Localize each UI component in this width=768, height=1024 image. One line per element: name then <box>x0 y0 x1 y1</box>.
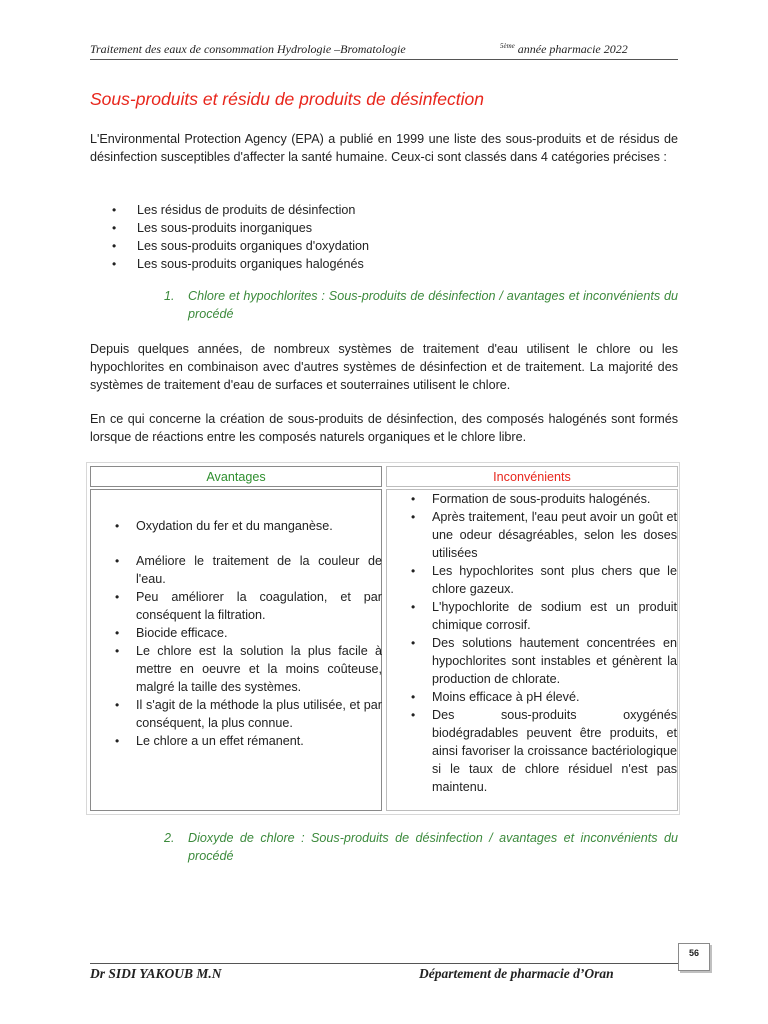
header-year-superscript: 5ème <box>500 42 515 50</box>
page-header <box>90 41 678 60</box>
section-number: 2. <box>164 831 175 845</box>
advantages-header: Avantages <box>90 466 382 487</box>
categories-list <box>112 201 369 273</box>
table-row: • Moins efficace à pH élevé. <box>407 688 677 706</box>
table-row: • Oxydation du fer et du manganèse. <box>111 517 382 535</box>
table-row: • L'hypochlorite de sodium est un produit chimique corrosif. <box>407 598 677 634</box>
table-row: • Les hypochlorites sont plus chers que le chlore gazeux. <box>407 562 677 598</box>
header-year <box>500 42 628 57</box>
table-row: • Le chlore est la solution la plus facile à mettre en oeuvre et la moins coûteuse, malgré la taille des systèmes. <box>111 642 382 696</box>
header-course-title: Traitement des eaux de consommation Hydrologie –Bromatologie <box>90 42 406 56</box>
section-title: Chlore et hypochlorites : Sous-produits de désinfection / avantages et inconvénients du procédé <box>188 289 678 321</box>
section-title: Dioxyde de chlore : Sous-produits de désinfection / avantages et inconvénients du procédé <box>188 831 678 863</box>
disadvantages-list <box>407 490 677 796</box>
list-item: • Les sous-produits organiques d'oxydation <box>112 237 369 255</box>
list-item: • Les résidus de produits de désinfection <box>112 201 369 219</box>
table-row: • Formation de sous-produits halogénés. <box>407 490 677 508</box>
table-row: • Des solutions hautement concentrées en hypochlorites sont instables et génèrent la production de chlorate. <box>407 634 677 688</box>
byproducts-paragraph: En ce qui concerne la création de sous-produits de désinfection, des composés halogénés sont formés lorsque de réactions entre les composés naturels organiques et le chlore libre. <box>90 412 678 444</box>
table-row: • Améliore le traitement de la couleur de l'eau. <box>111 552 382 588</box>
chlorine-paragraph: Depuis quelques années, de nombreux systèmes de traitement d'eau utilisent le chlore ou les hypochlorites en combinaison avec d'autres systèmes de désinfection et de traitement. La majorité des systèmes de traitement d'eau de surfaces et souterraines utilisent le chlore. <box>90 342 678 392</box>
table-row: • Après traitement, l'eau peut avoir un goût et une odeur désagréables, selon les doses utilisées <box>407 508 677 562</box>
footer-department: Département de pharmacie d’Oran <box>419 966 614 981</box>
footer-divider <box>90 963 678 964</box>
advantages-list <box>111 517 382 750</box>
list-item: • Les sous-produits organiques halogénés <box>112 255 369 273</box>
section-number: 1. <box>164 289 175 303</box>
table-row: • Il s'agit de la méthode la plus utilisée, et par conséquent, la plus connue. <box>111 696 382 732</box>
table-row: • Biocide efficace. <box>111 624 382 642</box>
intro-paragraph: L'Environmental Protection Agency (EPA) a publié en 1999 une liste des sous-produits et de résidus de désinfection susceptibles d'affecter la santé humaine. Ceux-ci sont classés dans 4 catégories précises : <box>90 132 678 164</box>
page-number: 56 <box>678 943 710 971</box>
table-row: • Peu améliorer la coagulation, et par conséquent la filtration. <box>111 588 382 624</box>
header-year-text: année pharmacie 2022 <box>514 42 628 56</box>
footer-author: Dr SIDI YAKOUB M.N <box>90 966 222 981</box>
table-row: • Le chlore a un effet rémanent. <box>111 732 382 750</box>
list-item: • Les sous-produits inorganiques <box>112 219 369 237</box>
disadvantages-header: Inconvénients <box>386 466 678 487</box>
page-title: Sous-produits et résidu de produits de désinfection <box>90 89 484 109</box>
table-row: • Des sous-produits oxygénés biodégradables peuvent être produits, et ainsi favoriser la croissance bactériologique si le taux de chlore résiduel n'est pas maintenu. <box>407 706 677 796</box>
